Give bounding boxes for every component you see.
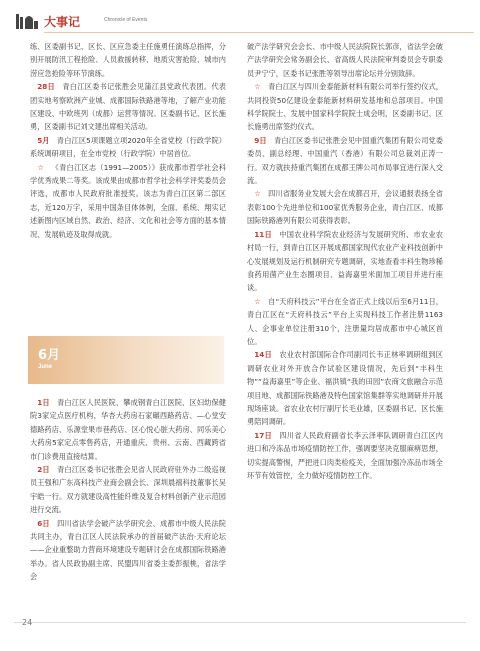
entry-paragraph: ☆ 青白江区与四川金泰能新材料有限公司举行签约仪式，共同投资50亿建设金泰能新材料研发基地和总部项目。中国科学院院士、发展中国家科学院院士成会明，区委副书记、区长施勇出席签约仪式。 [247, 82, 443, 132]
footer-divider [14, 622, 466, 623]
page-header [14, 10, 466, 34]
entry-paragraph: 练、区委副书记、区长、区应急委主任施勇任演练总指挥，分别开展防汛工程抢险、人员救援转移、地质灾害抢险、城市内涝应急抢险等环节演练。 [30, 42, 226, 78]
month-title: 6月 [38, 348, 61, 363]
left-column-top [30, 40, 226, 241]
entry-paragraph: 6日 四川省法学会破产法学研究会、成都市中级人民法院共同主办，青白江区人民法院承办的首届破产法治·天府论坛——企业重整助力营商环境建设专题研讨会在成都国际铁路港举办。省人民政协副主席、民盟四川省委主委彭振桃，省法学会 [30, 518, 226, 582]
entry-paragraph: 17日 四川省人民政府副省长李云泽率队调研青白江区内进口和冷冻品市场疫情防控工作，强调要坚决克服麻痹思想，切实提高警惕，严把进口肉类检疫关，全面加强冷冻品市场全环节有效管控，全力做好疫情防控工作。 [247, 430, 443, 480]
logo-icon [14, 11, 40, 31]
section-subtitle: Chronicle of Events [104, 17, 148, 23]
entry-paragraph: 2日 青白江区委书记张胜会见省人民政府驻外办二级巡视员王强和广东高科技产业商会副会长、深圳晨禧科技董事长吴宇皓一行。双方就建设高性能纤维及复合材料创新产业示范园进行交流。 [30, 465, 226, 515]
header-divider [44, 32, 474, 33]
section-title: 大事记 [44, 15, 81, 29]
entry-paragraph: 11日 中国农业科学院农业经济与发展研究所、市农业农村局一行，到青白江区开展成都国家现代农业产业科技创新中心发展规划及运行机制研究专题调研，实地查看丰科生物珍稀食药用菌产业生态圈项目、益海嘉里米面加工项目并进行座谈。 [247, 229, 443, 293]
left-column-bottom [30, 396, 226, 584]
page-number: 24 [22, 618, 33, 627]
entry-paragraph: 28日 青白江区委书记张胜会见蒲江县党政代表团。代表团实地考察欧洲产业城、成都国际铁路港等地，了解产业功能区建设、中欧班列（成都）运营等情况。区委副书记、区长施勇，区委副书记刘文建出席相关活动。 [30, 82, 226, 132]
entry-paragraph: 1日 青白江区人民医院、攀成钢青白江医院、区妇幼保健院3家定点医疗机构，华杏大药房石家碾西路药店、—心堂安德路药店、乐源堂果市巷药店、区心悦心脏大药房、同乐美心大药房5家定点零售药店，开通重庆、贵州、云南、西藏跨省市门诊费用直接结算。 [30, 398, 226, 461]
entry-paragraph: 破产法学研究会会长、市中级人民法院院长郭彦，省法学会破产法学研究会常务副会长、省高级人民法院审判委员会专职委员尹宁宁，区委书记张胜等领导出席论坛并分别致辞。 [247, 42, 443, 78]
entry-paragraph: 5月 青白江区5项课题立项2020年全省党校（行政学院）系统调研项目，在全市党校（行政学院）中居首位。 [30, 135, 226, 159]
entry-paragraph: ☆ 《青白江区志（1991—2005）》获成都市哲学社会科学优秀成果二等奖。该成果由成都市哲学社会科学评奖委员会评选，成都市人民政府批准授奖。该志为青白江区第二部区志，近120万字，采用中国条目体体例，全面、系统、翔实记述新图内区域自然、政治、经济、文化和社会等方面的基本情况、发展轨迹及取得成就。 [30, 162, 226, 239]
right-column [247, 40, 443, 482]
entry-paragraph: 9日 青白江区委书记张胜会见中国重汽集团有限公司党委委员、副总经理、中国重汽（香港）有限公司总裁刘正涛一行。双方就扶持重汽集团在成都王牌公司布局事宜进行深入交流。 [247, 135, 443, 186]
month-banner [28, 336, 224, 384]
entry-paragraph: ☆ 自“天府科技云”平台在全省正式上线以后至6月11日，青白江区在“天府科技云”平台上实现科技工作者注册1163人、企事业单位注册310个，注册量均居成都市中心城区首位。 [247, 296, 443, 346]
entry-paragraph: 14日 农业农村部国际合作司副司长韦正林率调研组到区调研农业对外开放合作试验区建设情况，先后到“丰科生物”“益海嘉里”等企业、福洪镇“我的田园”农商文旅融合示范项目地、成都国际铁路港及特色国家馆集群等实地调研并开展现场座谈。省农业农村厅副厅长毛业雄，区委副书记、区长施勇陪同调研。 [247, 350, 443, 427]
entry-paragraph: ☆ 四川省服务业发展大会在成都召开，会议通报表扬全省表彰100个先进单位和100家优秀服务企业，青白江区、成都国际铁路港列有限公司获得表彰。 [247, 189, 443, 226]
month-english: June [38, 364, 53, 370]
